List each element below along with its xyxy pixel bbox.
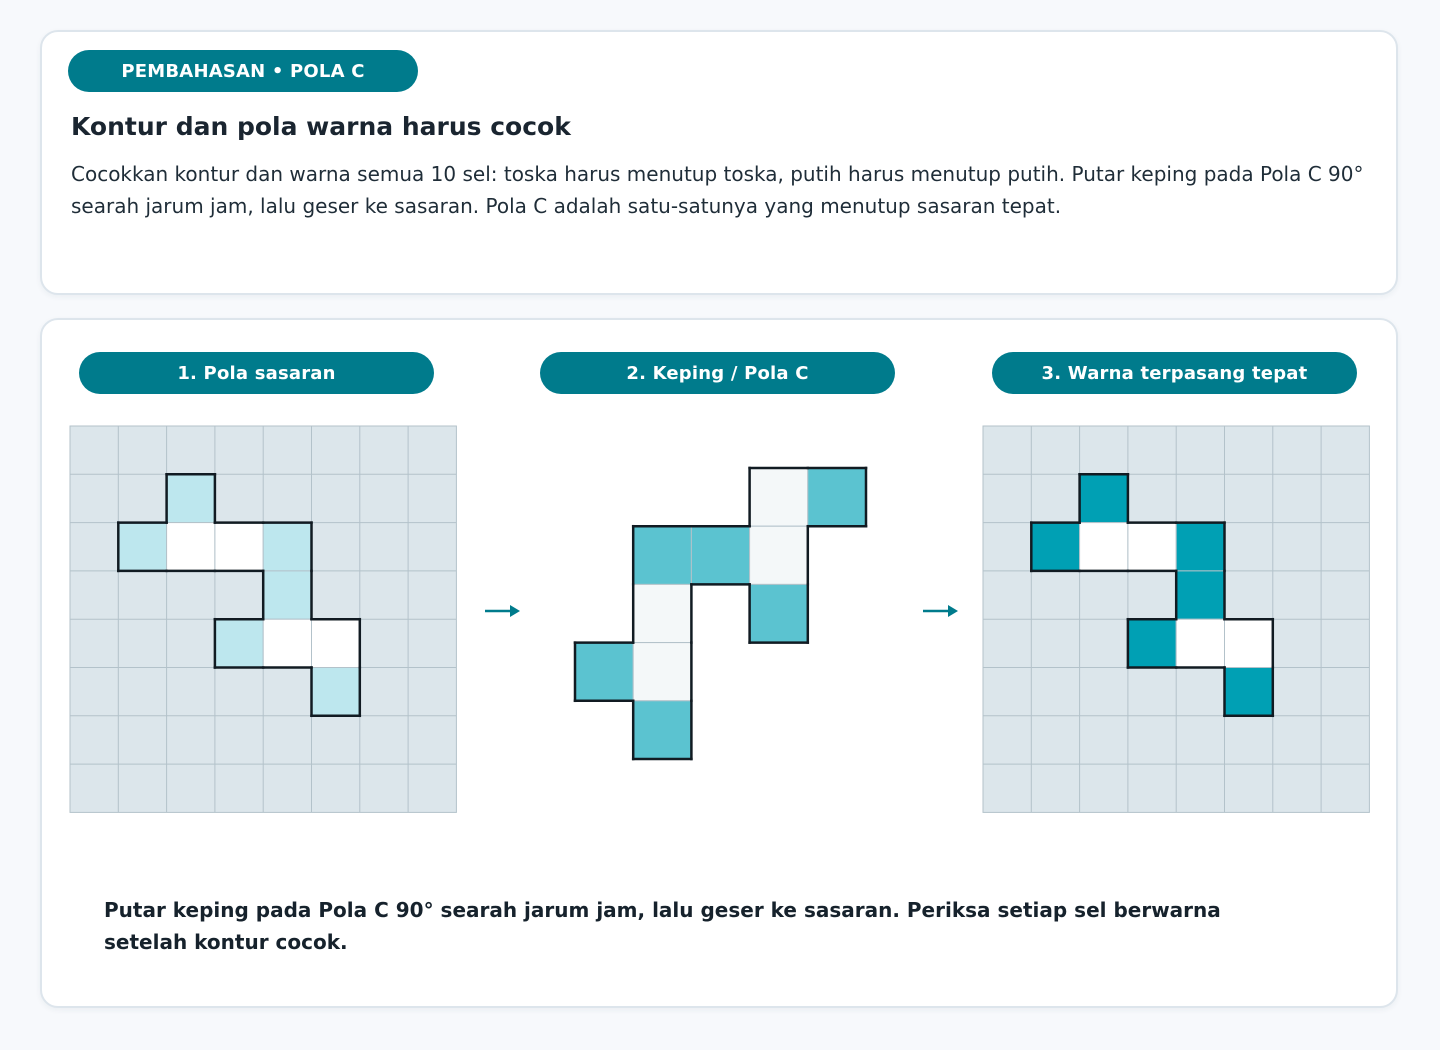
result-grid [983, 426, 1369, 812]
result-cell-teal [1176, 571, 1224, 619]
target-cell-white [312, 619, 360, 667]
target-cell-teal [215, 619, 263, 667]
pattern-diagram [42, 320, 1398, 880]
target-cell-teal [118, 523, 166, 571]
diagram-card [40, 318, 1398, 1008]
section-tag: PEMBAHASAN • POLA C [68, 50, 418, 92]
result-cell-teal [1176, 523, 1224, 571]
piece-shape [575, 468, 866, 759]
target-cell-teal [263, 523, 311, 571]
piece-cell-teal [750, 584, 808, 642]
result-cell-white [1176, 619, 1224, 667]
instruction-note: Putar keping pada Pola C 90° searah jarum jam, lalu geser ke sasaran. Periksa setiap sel berwarna setelah kontur cocok. [104, 898, 1221, 954]
piece-cell-teal [575, 643, 633, 701]
target-cell-teal [312, 668, 360, 716]
piece-cell-white [633, 643, 691, 701]
piece-cell-white [750, 468, 808, 526]
step-label-piece: 2. Keping / Pola C [540, 352, 895, 394]
result-cell-teal [1128, 619, 1176, 667]
result-cell-white [1128, 523, 1176, 571]
step-label-result: 3. Warna terpasang tepat [992, 352, 1357, 394]
right-arrow-icon [923, 605, 958, 617]
piece-cell-white [633, 584, 691, 642]
explanation-text: Cocokkan kontur dan warna semua 10 sel: toska harus menutup toska, putih harus menutup putih. Putar keping pada Pola C 90° searah jarum jam, lalu geser ke sasaran. Pola C adalah satu-satunya yang menutup sasaran tepat. [71, 162, 1364, 218]
step-label-target: 1. Pola sasaran [79, 352, 434, 394]
piece-cell-teal [808, 468, 866, 526]
page-title: Kontur dan pola warna harus cocok [71, 112, 571, 141]
explanation-card [40, 30, 1398, 295]
result-cell-teal [1225, 668, 1273, 716]
piece-cell-teal [691, 526, 749, 584]
target-cell-white [215, 523, 263, 571]
result-cell-white [1080, 523, 1128, 571]
piece-cell-teal [633, 526, 691, 584]
result-cell-teal [1080, 474, 1128, 522]
target-cell-white [263, 619, 311, 667]
result-cell-teal [1031, 523, 1079, 571]
piece-cell-teal [633, 701, 691, 759]
result-cell-white [1225, 619, 1273, 667]
right-arrow-icon [485, 605, 520, 617]
target-grid [70, 426, 456, 812]
piece-cell-white [750, 526, 808, 584]
target-cell-white [167, 523, 215, 571]
target-cell-teal [263, 571, 311, 619]
target-cell-teal [167, 474, 215, 522]
